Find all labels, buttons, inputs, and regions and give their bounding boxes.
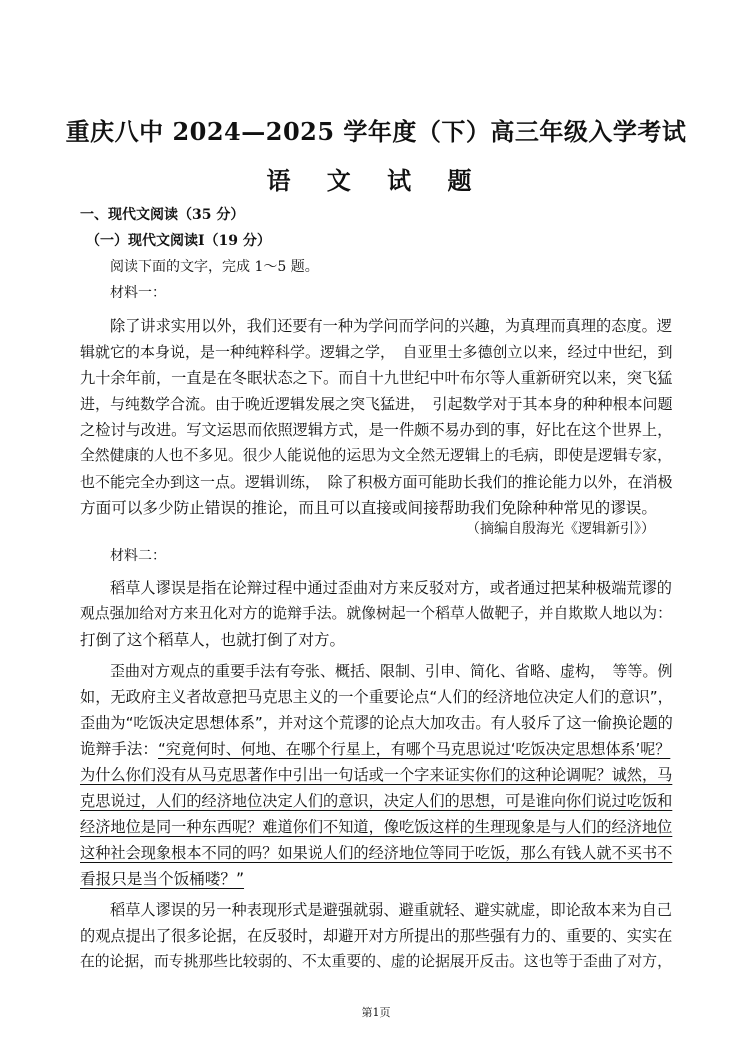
quoted-rebuttal: 为什么你们没有从马克思著作中引出一句话或一个字来证实你们的这种论调呢？诚然，马 [80, 766, 673, 784]
subsection-heading: （一）现代文阅读Ⅰ（19 分） [86, 233, 271, 249]
material2-line: 在的论据，而专挑那些比较弱的、不太重要的、虚的论据展开反击。这也等于歪曲了对方， [80, 953, 672, 970]
page-number: 第1页 [361, 1006, 391, 1019]
quoted-rebuttal: 克思说过，人们的经济地位决定人们的意识，决定人们的思想，可是谁向你们说过吃饭和 [80, 792, 673, 810]
exam-title: 重庆八中 2024—2025 学年度（下）高三年级入学考试 [65, 117, 687, 146]
material2-line: 的观点提出了很多论据，在反驳时，却避开对方所提出的那些强有力的、重要的、实实在 [80, 927, 673, 945]
quoted-rebuttal: 经济地位是同一种东西呢？难道你们不知道，像吃饭这样的生理现象是与人们的经济地位 [80, 818, 673, 836]
section-heading: 一、现代文阅读（35 分） [80, 207, 245, 223]
material1-line: 方面可以多少防止错误的推论，而且可以直接或间接帮助我们免除种种常见的谬误。 [80, 499, 657, 517]
quoted-rebuttal: “究竟何时、何地、在哪个行星上，有哪个马克思说过‘吃饭决定思想体系’呢？ [158, 740, 671, 758]
material2-line: 歪曲对方观点的重要手法有夸张、概括、限制、引申、简化、省略、虚构， 等等。例 [110, 662, 673, 680]
material2-line: 歪曲为“吃饭决定思想体系”，并对这个荒谬的论点大加攻击。有人驳斥了这一偷换论题的 [80, 714, 673, 732]
material2-line: 诡辩手法： [80, 740, 158, 758]
exam-subtitle: 语 文 试 题 [266, 166, 486, 195]
material1-line: 除了讲求实用以外，我们还要有一种为学问而学问的兴趣，为真理而真理的态度。逻 [110, 317, 672, 335]
quoted-rebuttal: 这种社会现象根本不同的吗？如果说人们的经济地位等同于吃饭，那么有钱人就不买书不 [80, 844, 673, 862]
material1-source: （摘编自殷海光《逻辑新引》） [466, 521, 655, 537]
instruction-text: 阅读下面的文字，完成 1～5 题。 [110, 259, 319, 275]
material1-line: 九十余年前，一直是在冬眠状态之下。而自十九世纪中叶布尔等人重新研究以来，突飞猛 [80, 369, 673, 387]
material2-line: 稻草人谬误是指在论辩过程中通过歪曲对方来反驳对方，或者通过把某种极端荒谬的 [110, 579, 672, 597]
material1-line: 全然健康的人也不多见。很少人能说他的运思为文全然无逻辑上的毛病，即使是逻辑专家， [80, 447, 672, 464]
material1-line: 也不能完全办到这一点。逻辑训练， 除了积极方面可能助长我们的推论能力以外，在消极 [80, 473, 673, 491]
material2-line: 打倒了这个稻草人，也就打倒了对方。 [80, 631, 346, 649]
material1-line: 之检讨与改进。写文运思而依照逻辑方式，是一件颇不易办到的事，好比在这个世界上， [80, 421, 673, 439]
material1-line: 辑就它的本身说，是一种纯粹科学。逻辑之学， 自亚里士多德创立以来，经过中世纪，到 [80, 343, 673, 361]
material2-line: 如，无政府主义者故意把马克思主义的一个重要论点“人们的经济地位决定人们的意识”， [80, 688, 673, 706]
material2-label: 材料二： [110, 548, 166, 564]
material1-line: 进，与纯数学合流。由于晚近逻辑发展之突飞猛进， 引起数学对于其本身的种种根本问题 [80, 395, 673, 413]
material2-line: 观点强加给对方来丑化对方的诡辩手法。就像树起一个稻草人做靶子，并自欺欺人地以为： [80, 605, 672, 622]
material1-label: 材料一： [110, 285, 166, 301]
material2-line: 稻草人谬误的另一种表现形式是避强就弱、避重就轻、避实就虚，即论敌本来为自己 [110, 901, 672, 919]
quoted-rebuttal: 看报只是当个饭桶喽？” [80, 870, 245, 888]
